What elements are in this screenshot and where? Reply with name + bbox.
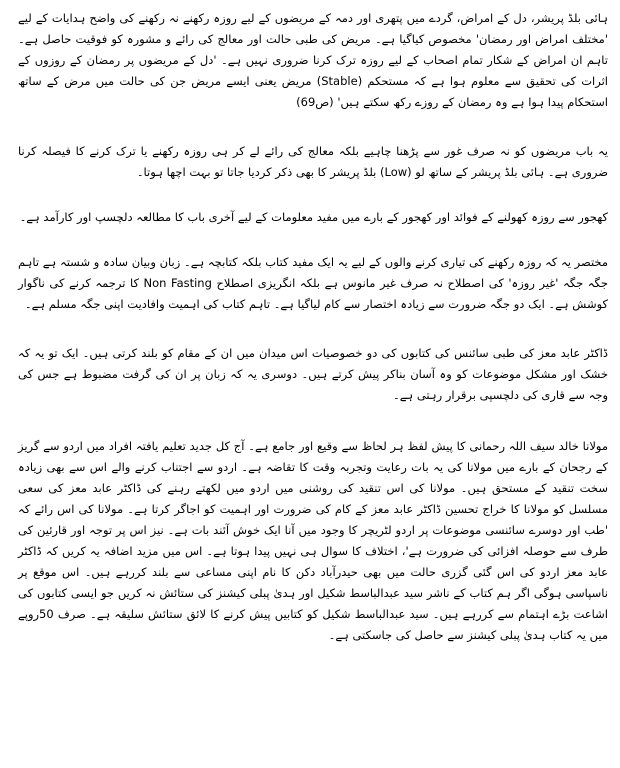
paragraph-author-qualities: ڈاکٹر عابد معز کی طبی سائنس کی کتابوں کی دو خصوصیات اس میدان میں ان کے مقام کو بلند کرتی ہیں۔ ایک تو یہ کہ خشک اور مشکل موضوعات کو وہ آسان بناکر پیش کرتے ہیں۔ دوسری یہ کہ زبان پر ان کی گرفت مضبوط ہے جس کی وجہ سے قاری کی دلچسپی برقرار رہتی ہے۔ — [18, 346, 608, 402]
paragraph-foreword-and-publisher: مولانا خالد سیف اللہ رحمانی کا پیش لفظ ہر لحاظ سے وقیع اور جامع ہے۔ آج کل جدید تعلیم یافتہ افراد میں اردو سے گریز کے رجحان کے بارے میں مولانا کی یہ بات رعایت وتجربہ وقت کا تقاضہ ہے۔ اردو سے اجتناب کرنے والے اس سے بھی زیادہ سخت تنقید کے مستحق ہیں۔ مولانا کی اس تنقید کی روشنی میں اردو میں لکھتے رہنے کی ڈاکٹر عابد معز کی سعی مسلسل کو مولانا کا خراج تحسین ڈاکٹر عابد معز کے کام کی ضرورت اور اہمیت کو اجاگر کرتا ہے۔ مولانا کی اس رائے کہ 'طب اور دوسرے سائنسی موضوعات پر اردو لٹریچر کا وجود میں آنا ایک خوش آئند بات ہے۔ نیز اس پر توجہ اور قارئین کی طرف سے حوصلہ افزائی کی ضرورت ہے'، اختلاف کا سوال ہی نہیں پیدا ہوتا ہے۔ اس میں مزید اضافہ یہ کریں کہ ڈاکٹر عابد معز اردو کی اس گئی گزری حالت میں بھی حیدرآباد دکن کا نام اپنی مساعی سے بلند کررہے ہیں۔ اس موقع پر ناسپاسی ہوگی اگر ہم کتاب کے ناشر سید عبدالباسط شکیل اور ہدیٰ پبلی کیشنز کی ستائش نہ کریں جو ایسی کتابوں کی اشاعت بڑے اہتمام سے کررہے ہیں۔ سید عبدالباسط شکیل کو کتابیں پیش کرنے کا لائق ستائش سلیقہ ہے۔ صرف 50روپے میں یہ کتاب ہدیٰ پبلی کیشنز سے حاصل کی جاسکتی ہے۔ — [18, 439, 608, 642]
paragraph-summary: مختصر یہ کہ روزہ رکھنے کی تیاری کرنے والوں کے لیے یہ ایک مفید کتاب بلکہ کتابچہ ہے۔ زبان وبیان سادہ و شستہ ہے تاہم جگہ جگہ 'غیر روزہ' کی اصطلاح نہ صرف غیر مانوس ہے بلکہ انگریزی اصطلاح Non Fasting کا ترجمہ کرنے کی ناگوار کوشش ہے۔ ایک دو جگہ ضرورت سے زیادہ اختصار سے کام لیاگیا ہے۔ تاہم کتاب کی اہمیت وافادیت اپنی جگہ مسلم ہے۔ — [18, 255, 608, 311]
article-page — [18, 8, 608, 646]
paragraph-chapter-advice: یہ باب مریضوں کو نہ صرف غور سے پڑھنا چاہیے بلکہ معالج کی رائے لے کر ہی روزہ رکھنے یا ترک کرنے کا فیصلہ کرنا ضروری ہے۔ ہائی بلڈ پریشر کے ساتھ لو (Low) بلڈ پریشر کا بھی ذکر کردیا جاتا تو بہت اچھا ہوتا۔ — [18, 144, 608, 179]
paragraph-dates-chapter: کھجور سے روزہ کھولنے کے فوائد اور کھجور کے بارے میں مفید معلومات کے لیے آخری باب کا مطالعہ دلچسپ اور کارآمد ہے۔ — [19, 210, 608, 224]
paragraph-diseases-and-ramadan: ہائی بلڈ پریشر، دل کے امراض، گردے میں پتھری اور دمہ کے مریضوں کے لیے روزہ رکھنے نہ رکھنے کی واضح ہدایات کے لیے 'مختلف امراض اور رمضان' مخصوص کیاگیا ہے۔ مریض کی طبی حالت اور معالج کی رائے و مشورہ کو فوقیت حاصل ہے۔ تاہم ان امراض کے شکار تمام اصحاب کے لیے روزہ ترک کرنا ضروری نہیں ہے۔ 'دل کے مریضوں پر رمضان کے روزوں کے اثرات کی تحقیق سے معلوم ہوا ہے کہ مستحکم (Stable) مریض یعنی ایسے مریض جن کی حالت میں مرض کے ساتھ استحکام پیدا ہوا ہے وہ رمضان کے روزے رکھ سکتے ہیں' (ص69) — [18, 11, 608, 109]
